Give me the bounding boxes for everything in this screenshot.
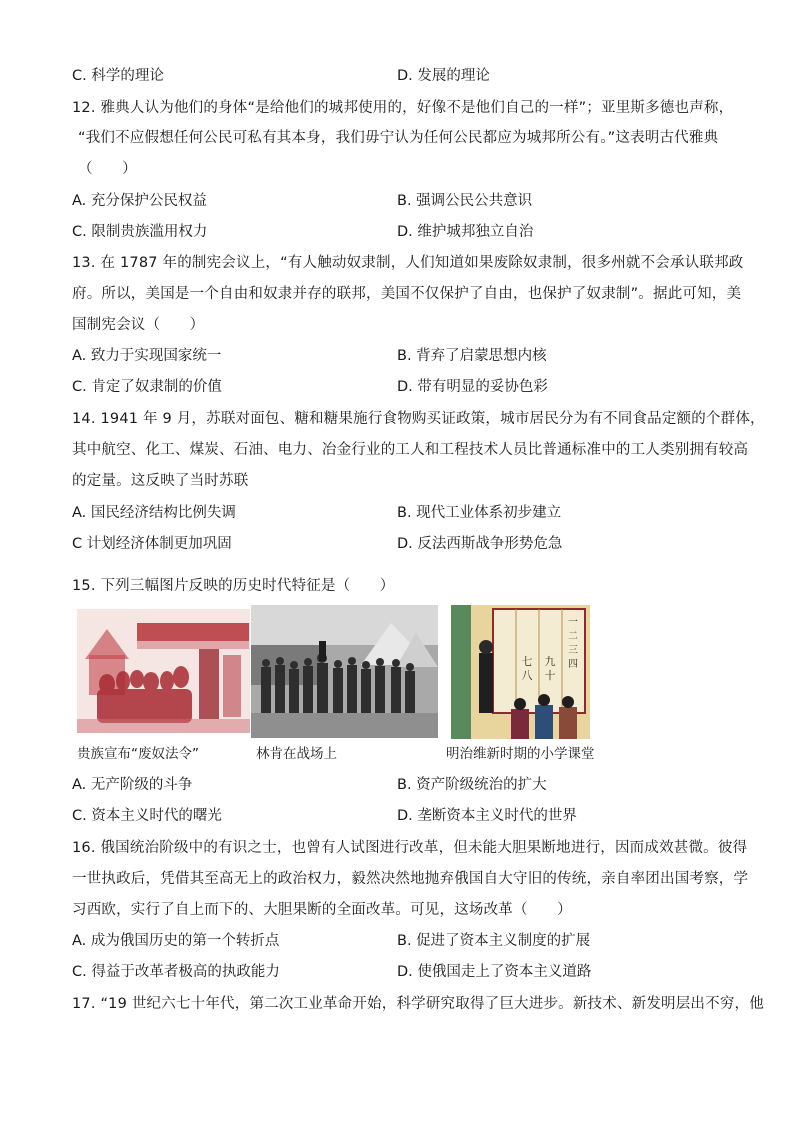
q11-option-c: C. 科学的理论 bbox=[72, 68, 164, 84]
caption-meiji-classroom: 明治维新时期的小学课堂 bbox=[446, 746, 595, 762]
q16-option-d: D. 使俄国走上了资本主义道路 bbox=[397, 964, 592, 980]
q14-stem-line2: 其中航空、化工、煤炭、石油、电力、冶金行业的工人和工程技术人员比普通标准中的工人类别拥有较高 bbox=[72, 442, 749, 458]
q14-option-c: C 计划经济体制更加巩固 bbox=[72, 536, 232, 552]
q14-option-a: A. 国民经济结构比例失调 bbox=[72, 505, 236, 521]
lincoln-battlefield-picture bbox=[251, 605, 438, 738]
q15-option-b: B. 资产阶级统治的扩大 bbox=[397, 777, 547, 793]
q13-option-d: D. 带有明显的妥协色彩 bbox=[397, 379, 548, 395]
q12-option-d: D. 维护城邦独立自治 bbox=[397, 224, 534, 240]
q14-option-d: D. 反法西斯战争形势危急 bbox=[397, 536, 563, 552]
battlefield-photo bbox=[251, 605, 438, 738]
engraving-illustration bbox=[77, 609, 250, 733]
caption-emancipation: 贵族宣布“废奴法令” bbox=[77, 746, 199, 762]
q12-option-c: C. 限制贵族滥用权力 bbox=[72, 224, 208, 240]
chart-char-7: 三 bbox=[568, 645, 578, 656]
meiji-classroom-picture bbox=[451, 605, 590, 739]
chart-char-3: 九 bbox=[544, 655, 556, 668]
q11-option-d: D. 发展的理论 bbox=[397, 68, 490, 84]
q13-option-a: A. 致力于实现国家统一 bbox=[72, 348, 222, 364]
q16-stem-line1: 16. 俄国统治阶级中的有识之士，也曾有人试图进行改革，但未能大胆果断地进行，因而成效甚微。彼得 bbox=[72, 840, 748, 856]
chart-char-8: 四 bbox=[568, 659, 578, 670]
q13-stem-line2: 府。所以，美国是一个自由和奴隶并存的联邦，美国不仅保护了自由，也保护了奴隶制”。据此可知，美 bbox=[72, 286, 742, 302]
q15-stem-line1: 15. 下列三幅图片反映的历史时代特征是（ ） bbox=[72, 578, 395, 594]
chart-char-2: 八 bbox=[521, 669, 533, 682]
q13-stem-line3: 国制宪会议（ ） bbox=[72, 317, 205, 333]
q12-option-a: A. 充分保护公民权益 bbox=[72, 193, 207, 209]
q16-option-c: C. 得益于改革者极高的执政能力 bbox=[72, 964, 280, 980]
q14-stem-line1: 14. 1941 年 9 月，苏联对面包、糖和糖果施行食物购买证政策，城市居民分为有不同食品定额的个群体， bbox=[72, 411, 765, 427]
q17-stem-line1: 17. “19 世纪六七十年代，第二次工业革命开始，科学研究取得了巨大进步。新技术、新发明层出不穷，他 bbox=[72, 996, 764, 1012]
chart-char-6: 二 bbox=[568, 631, 578, 642]
q16-stem-line2: 一世执政后，凭借其至高无上的政治权力，毅然决然地抛弃俄国自大守旧的传统，亲自率团出国考察，学 bbox=[72, 871, 749, 887]
q15-option-a: A. 无产阶级的斗争 bbox=[72, 777, 193, 793]
q13-option-c: C. 肯定了奴隶制的价值 bbox=[72, 379, 222, 395]
q14-stem-line3: 的定量。这反映了当时苏联 bbox=[72, 473, 249, 489]
q12-stem-line3: （ ） bbox=[78, 161, 137, 177]
classroom-print bbox=[451, 605, 590, 739]
q15-option-d: D. 垄断资本主义时代的世界 bbox=[397, 808, 577, 824]
q13-option-b: B. 背弃了启蒙思想内核 bbox=[397, 348, 547, 364]
q16-option-a: A. 成为俄国历史的第一个转折点 bbox=[72, 933, 280, 949]
q15-option-c: C. 资本主义时代的曙光 bbox=[72, 808, 222, 824]
q12-stem-line1: 12. 雅典人认为他们的身体“是给他们的城邦使用的，好像不是他们自己的一样”；亚里斯多德也声称， bbox=[72, 100, 734, 116]
emancipation-edict-picture bbox=[77, 609, 250, 733]
q13-stem-line1: 13. 在 1787 年的制宪会议上，“有人触动奴隶制，人们知道如果废除奴隶制，很多州就不会承认联邦政 bbox=[72, 255, 744, 271]
chart-char-5: 一 bbox=[568, 617, 578, 628]
caption-lincoln: 林肯在战场上 bbox=[256, 746, 337, 762]
q12-option-b: B. 强调公民公共意识 bbox=[397, 193, 533, 209]
q16-option-b: B. 促进了资本主义制度的扩展 bbox=[397, 933, 591, 949]
q16-stem-line3: 习西欧，实行了自上而下的、大胆果断的全面改革。可见，这场改革（ ） bbox=[72, 902, 572, 918]
q14-option-b: B. 现代工业体系初步建立 bbox=[397, 505, 562, 521]
chart-char-4: 十 bbox=[544, 669, 556, 682]
chart-char-1: 七 bbox=[521, 655, 533, 668]
q12-stem-line2: “我们不应假想任何公民可私有其本身，我们毋宁认为任何公民都应为城邦所公有。”这表明古代雅典 bbox=[78, 130, 719, 146]
